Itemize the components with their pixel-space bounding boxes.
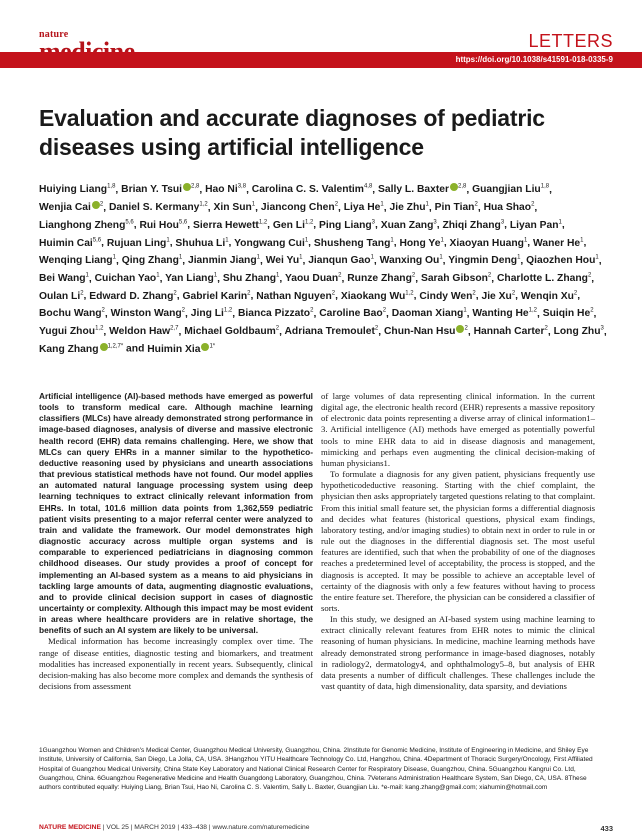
author-affiliation-mark: 1* [209, 343, 216, 350]
author-name[interactable]: Qing Zhang$^1$ [121, 254, 183, 267]
author-affiliation-mark: 2 [544, 325, 548, 332]
author-affiliation-mark: 1,2 [304, 219, 314, 226]
author-name[interactable]: Jianqun Gao$^1$ [308, 254, 374, 267]
body-paragraph-1: of large volumes of data representing clinical information. In the current digital age, the electronic health record (EHR) represents a massive repository of electronic data points representing a diverse array of clinical information1–3. Artificial intelligence (AI) methods have emerged as potentially powerful tools to mine EHR data to aid in disease diagnosis and management, mimicking and perhaps even augmenting the clinical decision-making of human physicians1. [321, 391, 595, 468]
author-name[interactable]: Rujuan Ling$^1$ [106, 237, 170, 249]
author-affiliation-mark: 2,8 [458, 184, 467, 190]
author-affiliation-mark: 3,8 [237, 184, 247, 190]
author-list: Huiying Liang$^{1,8}$, Brian Y. Tsui $^{2,8}$, Hao Ni$^{3,8}$, Carolina C. S. Valentim$^{4,8}$, Sally L. Baxter $^{2,8}$, Guangjian Liu$^{1,8}$, Wenjia Cai $^2$, Daniel S. Kermany$^{1,2}$, Xin Sun$^1$, Jiancong Chen$^2$, Liya He$^1$, Jie Zhu$^1$, Pin Tian$^2$, Hua Shao$^2$, Lianghong Zheng$^{5,6}$, Rui Hou$^{5,6}$, Sierra Hewett$^{1,2}$, Gen Li$^{1,2}$, Ping Liang$^3$, Xuan Zang$^3$, Zhiqi Zhang$^3$, Liyan Pan$^1$, Huimin Cai$^{5,6}$, Rujuan Ling$^1$, Shuhua Li$^1$, Yongwang Cui$^1$, Shusheng Tang$^1$, Hong Ye$^1$, Xiaoyan Huang$^1$, Waner He$^1$, Wenqing Liang$^1$, Qing Zhang$^1$, Jianmin Jiang$^1$, Wei Yu$^1$, Jianqun Gao$^1$, Wanxing Ou$^1$, Yingmin Deng$^1$, Qiaozhen Hou$^1$, Bei Wang$^1$, Cuichan Yao$^1$, Yan Liang$^1$, Shu Zhang$^1$, Yaou Duan$^2$, Runze Zhang$^2$, Sarah Gibson$^2$, Charlotte L. Zhang$^2$, Oulan Li$^2$, Edward D. Zhang$^2$, Gabriel Karin$^2$, Nathan Nguyen$^2$, Xiaokang Wu$^{1,2}$, Cindy Wen$^2$, Jie Xu$^2$, Wenqin Xu$^2$, Bochu Wang$^2$, Winston Wang$^2$, Jing Li$^{1,2}$, Bianca Pizzato$^2$, Caroline Bao$^2$, Daoman Xiang$^1$, Wanting He$^{1,2}$, Suiqin He$^2$, Yugui Zhou$^{1,2}$, Weldon Haw$^{2,7}$, Michael Goldbaum$^2$, Adriana Tremoulet$^2$, Chun-Nan Hsu $^2$, Hannah Carter$^2$, Long Zhu$^3$, Kang Zhang $^{1,2,7*}$ and Huimin Xia $^{1*}$ [39, 184, 607, 355]
author-affiliation-mark: 1 [580, 237, 584, 244]
author-name[interactable]: Qiaozhen Hou$^1$ [526, 254, 599, 267]
author-affiliation-mark: 1 [225, 237, 229, 244]
author-name[interactable]: Suiqin He$^2$ [542, 308, 594, 320]
author-affiliation-mark: 1 [517, 254, 521, 261]
author-name[interactable]: Caroline Bao$^2$ [319, 308, 387, 320]
author-name[interactable]: Carolina C. S. Valentim$^{4,8}$ [251, 184, 373, 196]
author-affiliation-mark: 1,2 [405, 290, 414, 297]
author-name[interactable]: Bochu Wang$^2$ [39, 308, 105, 320]
author-name[interactable]: Yugui Zhou$^{1,2}$ [39, 325, 104, 338]
author-name[interactable]: Bei Wang$^1$ [39, 272, 89, 285]
author-name[interactable]: Xiaokang Wu$^{1,2}$ [340, 290, 414, 302]
author-affiliation-mark: 1 [390, 237, 394, 244]
section-label: LETTERS [528, 31, 613, 51]
right-column [321, 391, 595, 692]
author-affiliation-mark: 2,7 [170, 325, 179, 332]
author-affiliation-mark: 1 [439, 254, 443, 261]
page-footer [39, 824, 309, 831]
author-affiliation-mark: 3 [371, 219, 376, 226]
author-name[interactable]: Ping Liang$^3$ [319, 219, 376, 231]
author-name[interactable]: Edward D. Zhang$^2$ [89, 290, 177, 302]
author-affiliation-mark: 1,8 [540, 184, 550, 190]
author-name[interactable]: Weldon Haw$^{2,7}$ [109, 325, 179, 338]
author-name[interactable]: Huimin Cai$^{5,6}$ [39, 237, 102, 249]
author-affiliation-mark: 2 [181, 308, 185, 315]
footer-citation[interactable]: | VOL 25 | MARCH 2019 | 433–438 | www.nature.com/naturemedicine [102, 824, 310, 831]
orcid-icon[interactable] [450, 183, 458, 191]
author-name[interactable]: Liya He$^1$ [343, 201, 384, 214]
abstract: Artificial intelligence (AI)-based methods have emerged as powerful tools to transform medical care. Although machine learning classifiers (MLCs) have already demonstrated strong performance in image-based diagnoses, analysis of diverse and massive electronic health record (EHR) data remains challenging. Here, we show that MLCs can query EHRs in a manner similar to the hypothetico-deductive reasoning used by physicians and unearth associations that previous statistical methods have not found. Our model applies an automated natural language processing system using deep learning techniques to extract clinically relevant information from EHRs. In total, 101.6 million data points from 1,362,559 pediatric patient visits presenting to a major referral center were analyzed to train and validate the framework. Our model demonstrates high diagnostic accuracy across multiple organ systems and is comparable to experienced pediatricians in diagnosing common childhood diseases. Our study provides a proof of concept for implementing an AI-based system as a means to aid physicians in tackling large amounts of data, augmenting diagnostic evaluations, and to provide clinical decision support in cases of diagnostic uncertainty or complexity. Although this impact may be most evident in areas where healthcare providers are in relative shortage, the benefits of such an AI system are likely to be universal. [39, 391, 313, 636]
author-name[interactable]: Gabriel Karin$^2$ [182, 290, 251, 302]
author-affiliation-mark: 2 [338, 272, 342, 279]
author-affiliation-mark: 1,2,7* [107, 343, 124, 350]
author-name[interactable]: Xuan Zang$^3$ [380, 219, 437, 231]
author-affiliation-mark: 1,2 [258, 219, 268, 226]
author-affiliation-mark: 2 [411, 272, 416, 279]
author-name[interactable]: Jing Li$^{1,2}$ [190, 308, 233, 320]
author-name[interactable]: Wenqin Xu$^2$ [520, 290, 578, 302]
author-name[interactable]: Long Zhu$^3$ [553, 325, 604, 338]
author-name[interactable]: Wanxing Ou$^1$ [379, 254, 443, 267]
author-name[interactable]: Xin Sun$^1$ [213, 201, 256, 214]
author-name[interactable]: Shu Zhang$^1$ [222, 272, 280, 285]
author-affiliation-mark: 1 [276, 272, 280, 279]
author-affiliation-mark: 3 [500, 219, 505, 226]
author-affiliation-mark: 2 [101, 308, 105, 315]
author-affiliation-mark: 1 [380, 201, 384, 208]
author-name[interactable]: Gen Li$^{1,2}$ [272, 219, 314, 231]
author-name[interactable]: Yaou Duan$^2$ [284, 272, 342, 285]
author-affiliation-mark: 2 [472, 290, 476, 297]
author-name[interactable]: Zhiqi Zhang$^3$ [442, 219, 505, 231]
article-title: Evaluation and accurate diagnoses of pediatric diseases using artificial intelligence [39, 105, 545, 160]
author-name[interactable]: Daoman Xiang$^1$ [391, 308, 467, 320]
author-name[interactable]: Michael Goldbaum$^2$ [184, 325, 280, 338]
author-affiliation-mark: 1 [370, 254, 374, 261]
author-affiliation-mark: 1,2 [95, 325, 104, 332]
author-affiliation-mark: 1 [299, 254, 303, 261]
author-affiliation-mark: 1 [256, 254, 260, 261]
author-name[interactable]: Waner He$^1$ [533, 237, 584, 249]
author-affiliation-mark: 2 [173, 290, 177, 297]
author-name[interactable]: Cindy Wen$^2$ [419, 290, 476, 302]
doi-link[interactable]: https://doi.org/10.1038/s41591-018-0335-9 [455, 55, 613, 64]
author-name[interactable]: Sierra Hewett$^{1,2}$ [193, 219, 268, 231]
author-affiliation-mark: 1 [595, 254, 599, 261]
author-affiliation-mark: 2 [587, 272, 592, 279]
author-affiliation-mark: 2,8 [191, 184, 200, 190]
author-name[interactable]: Xiaoyan Huang$^1$ [449, 237, 528, 249]
author-name[interactable]: Guangjian Liu$^{1,8}$ [472, 184, 550, 196]
author-affiliation-mark: 2 [590, 308, 594, 315]
author-affiliation-mark: 2 [511, 290, 516, 297]
page-number: 433 [600, 824, 613, 833]
author-affiliation-mark: 1,2 [223, 308, 233, 315]
left-column [39, 391, 313, 692]
author-affiliation-mark: 3 [433, 219, 437, 226]
author-affiliation-mark: 1 [558, 219, 562, 226]
author-affiliation-mark: 2 [334, 201, 339, 208]
author-affiliation-mark: 1 [112, 254, 116, 261]
author-name[interactable]: Hao Ni$^{3,8}$ [205, 184, 247, 196]
author-name[interactable]: Jiancong Chen$^2$ [260, 201, 339, 214]
author-affiliation-mark: 2 [464, 325, 468, 332]
footer-journal: NATURE MEDICINE [39, 824, 101, 831]
author-affiliation-mark: 2 [247, 290, 251, 297]
author-affiliation-mark: 1 [166, 237, 170, 244]
author-name[interactable]: Kang Zhang $^{1,2,7*}$ [39, 343, 124, 355]
author-affiliation-mark: 2 [573, 290, 578, 297]
author-affiliation-mark: 2 [331, 290, 336, 297]
author-affiliation-mark: 2 [474, 201, 478, 208]
author-affiliation-mark: 1 [85, 272, 89, 279]
author-name[interactable]: Winston Wang$^2$ [110, 308, 185, 320]
author-name[interactable]: Nathan Nguyen$^2$ [256, 290, 336, 302]
author-affiliation-mark: 1 [178, 254, 183, 261]
author-name[interactable]: Yan Liang$^1$ [165, 272, 218, 285]
orcid-icon[interactable] [183, 183, 191, 191]
author-affiliation-mark: 1 [251, 201, 256, 208]
orcid-icon[interactable] [92, 201, 100, 209]
author-name[interactable]: Sarah Gibson$^2$ [420, 272, 492, 285]
body-paragraph-2: To formulate a diagnosis for any given patient, physicians frequently use hypotheticodeductive reasoning. Starting with the chief complaint, the physician then asks appropriately targeted questions relating to that complaint. From this initial small feature set, the physician forms a differential diagnosis and decides what features (historical questions, physical exam findings, laboratory testing, and/or imaging studies) to obtain next in order to rule in or rule out the diagnoses in the differential diagnosis set. The most useful features are identified, such that when the probability of one of the diagnoses reaches a predetermined level of acceptability, the process is stopped, and the diagnosis is accepted. It may be possible to achieve an acceptable level of certainty of the diagnosis with only a few features without having to process the entire feature set. Therefore, the physician can be considered a classifier of sorts. [321, 469, 595, 613]
body-paragraph-3: In this study, we designed an AI-based system using machine learning to extract clinically relevant features from EHR notes to mimic the clinical reasoning of human physicians. In medicine, machine learning methods have already demonstrated strong performance in image-based diagnoses, notably in radiology2, dermatology4, and ophthalmology5–8, but analysis of EHR data presents a number of difficult challenges. These challenges include the vast quantity of data, high dimensionality, data sparsity, and deviations [321, 614, 595, 692]
author-affiliation-mark: 2 [374, 325, 379, 332]
author-name[interactable]: Daniel S. Kermany$^{1,2}$ [108, 201, 208, 214]
author-name[interactable]: Hannah Carter$^2$ [473, 325, 548, 338]
author-affiliation-mark: 2 [531, 201, 535, 208]
intro-paragraph: Medical information has become increasingly complex over time. The range of disease entities, diagnostic testing and biomarkers, and treatment modalities has increased exponentially in recent years. Subsequently, clinical decision-making has also become more complex and demands the synthesis of decisions from assessment [39, 636, 313, 692]
author-name[interactable]: Jie Xu$^2$ [481, 290, 516, 302]
author-affiliation-mark: 3 [600, 325, 604, 332]
author-name[interactable]: Liyan Pan$^1$ [509, 219, 562, 231]
author-name[interactable]: Jie Zhu$^1$ [389, 201, 429, 214]
author-name[interactable]: Hong Ye$^1$ [399, 237, 444, 249]
author-affiliation-mark: 4,8 [363, 184, 373, 190]
author-name[interactable]: Lianghong Zheng$^{5,6}$ [39, 219, 134, 231]
author-affiliation-mark: 1,2 [199, 201, 208, 208]
author-name[interactable]: Shusheng Tang$^1$ [313, 237, 394, 249]
author-name[interactable]: Runze Zhang$^2$ [347, 272, 416, 285]
author-name[interactable]: Sally L. Baxter $^{2,8}$ [378, 184, 467, 196]
author-affiliation-mark: 1,8 [107, 184, 116, 190]
author-affiliation-mark: 2 [487, 272, 492, 279]
author-name[interactable]: Rui Hou$^{5,6}$ [139, 219, 188, 231]
author-affiliation-mark: 1 [425, 201, 429, 208]
author-affiliation-mark: 1 [440, 237, 444, 244]
author-name[interactable]: Cuichan Yao$^1$ [94, 272, 160, 285]
author-name[interactable]: Wanting He$^{1,2}$ [472, 308, 537, 320]
author-affiliation-mark: 1 [156, 272, 160, 279]
author-affiliation-mark: 1 [304, 237, 309, 244]
author-name[interactable]: Yingmin Deng$^1$ [448, 254, 521, 267]
author-name[interactable]: Yongwang Cui$^1$ [234, 237, 309, 249]
author-name[interactable]: Huimin Xia $^{1*}$ [147, 343, 216, 355]
author-name[interactable]: Oulan Li$^2$ [39, 290, 84, 302]
author-name[interactable]: Wei Yu$^1$ [265, 254, 303, 267]
author-affiliation-mark: 1 [523, 237, 528, 244]
author-name[interactable]: Pin Tian$^2$ [434, 201, 478, 214]
orcid-icon[interactable] [100, 343, 108, 351]
author-name[interactable]: Shuhua Li$^1$ [175, 237, 229, 249]
affiliations: 1Guangzhou Women and Children's Medical Center, Guangzhou Medical University, Guangzhou, China. 2Institute for Genomic Medicine, Institute of Engineering in Medicine, and Shiley Eye Institute, University of California, San Diego, La Jolla, CA, USA. 3Hangzhou YITU Healthcare Technology Co. Ltd, Hangzhou, China. 4Department of Thoracic Surgery/Oncology, First Affiliated Hospital of Guangzhou Medical University, China State Key Laboratory and National Clinical Research Center for Respiratory Disease, Guangzhou, China. 5Guangzhou Kangrui Co. Ltd, Guangzhou, China. 6Guangzhou Regenerative Medicine and Health Guangdong Laboratory, Guangzhou, China. 7Veterans Administration Healthcare System, San Diego, CA, USA. 8These authors contributed equally: Huiying Liang, Brian Tsui, Hao Ni, Carolina C. S. Valentim, Sally L. Baxter, Guangjian Liu. *e-mail: kang.zhang@gmail.com; xiahumin@hotmail.com [39, 747, 593, 792]
author-affiliation-mark: 2 [382, 308, 387, 315]
author-name[interactable]: Chun-Nan Hsu $^2$ [383, 325, 468, 338]
author-name[interactable]: Hua Shao$^2$ [483, 201, 535, 214]
author-affiliation-mark: 5,6 [125, 219, 134, 226]
author-affiliation-mark: 2 [310, 308, 314, 315]
author-affiliation-mark: 2 [275, 325, 280, 332]
author-affiliation-mark: 5,6 [178, 219, 188, 226]
author-affiliation-mark: 1 [213, 272, 218, 279]
author-name[interactable]: Charlotte L. Zhang$^2$ [496, 272, 592, 285]
author-affiliation-mark: 5,6 [92, 237, 102, 244]
author-affiliation-mark: 2 [80, 290, 84, 297]
author-name[interactable]: Wenjia Cai $^2$ [39, 201, 104, 214]
logo-nature-text: nature [39, 29, 69, 40]
author-name[interactable]: Jianmin Jiang$^1$ [187, 254, 260, 267]
author-name[interactable]: Brian Y. Tsui $^{2,8}$ [121, 184, 200, 196]
author-name[interactable]: Adriana Tremoulet$^2$ [284, 325, 379, 338]
author-name[interactable]: Huiying Liang$^{1,8}$ [39, 184, 116, 196]
author-affiliation-mark: 1 [463, 308, 467, 315]
author-affiliation-mark: 1,2 [528, 308, 537, 315]
author-affiliation-mark: 2 [99, 201, 104, 208]
author-name[interactable]: Bianca Pizzato$^2$ [238, 308, 314, 320]
author-name[interactable]: Wenqing Liang$^1$ [39, 254, 116, 267]
